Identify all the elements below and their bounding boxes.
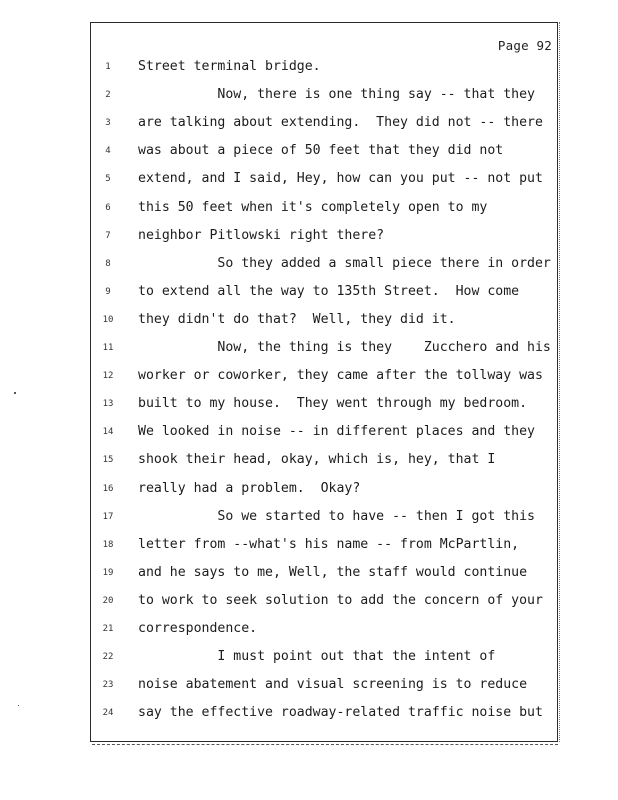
transcript-line: [0, 452, 618, 472]
line-number: 11: [102, 343, 114, 353]
transcript-line: [0, 340, 618, 360]
line-number: 8: [105, 258, 111, 269]
transcript-line: [0, 312, 618, 332]
line-text: they didn't do that? Well, they did it.: [138, 311, 456, 327]
transcript-line: [0, 256, 618, 276]
line-number: 13: [102, 399, 114, 410]
transcript-line: [0, 537, 618, 557]
line-text: letter from --what's his name -- from McPartlin,: [138, 536, 520, 552]
line-text: say the effective roadway-related traffic noise but: [138, 705, 543, 721]
transcript-line: [0, 228, 618, 248]
line-text: shook their head, okay, which is, hey, that I: [138, 452, 496, 468]
line-text: to work to seek solution to add the concern of your: [138, 592, 543, 608]
line-text: Now, there is one thing say -- that they: [138, 87, 535, 103]
transcript-line: [0, 396, 618, 416]
line-text: noise abatement and visual screening is to reduce: [138, 677, 528, 693]
line-number: 2: [105, 90, 111, 101]
line-number: 23: [102, 680, 114, 691]
line-text: worker or coworker, they came after the tollway was: [138, 368, 543, 384]
line-text: to extend all the way to 135th Street. How come: [138, 283, 520, 299]
line-text: neighbor Pitlowski right there?: [138, 227, 385, 243]
line-number: 1: [105, 62, 111, 72]
line-text: was about a piece of 50 feet that they did not: [138, 143, 504, 159]
transcript-line: [0, 87, 618, 107]
line-number: 17: [102, 511, 114, 522]
transcript-line: [0, 649, 618, 669]
transcript-line: [0, 424, 618, 444]
transcript-line: [0, 59, 618, 79]
line-text: So we started to have -- then I got this: [138, 508, 535, 524]
line-text: are talking about extending. They did not -- there: [138, 115, 543, 131]
line-number: 24: [102, 708, 114, 719]
line-number: 21: [102, 624, 114, 634]
transcript-line: [0, 143, 618, 163]
line-text: We looked in noise -- in different places and they: [138, 424, 535, 440]
line-number: 7: [105, 230, 111, 241]
transcript-line: [0, 705, 618, 725]
line-number: 18: [102, 539, 114, 550]
line-text: So they added a small piece there in order: [138, 255, 551, 271]
line-text: built to my house. They went through my bedroom.: [138, 396, 528, 412]
transcript-line: [0, 115, 618, 135]
line-text: Now, the thing is they Zucchero and his: [138, 340, 551, 355]
transcript-line: [0, 509, 618, 529]
line-text: I must point out that the intent of: [138, 649, 496, 665]
page-number: Page 92: [497, 38, 552, 53]
line-number: 14: [102, 427, 114, 438]
line-number: 3: [105, 118, 111, 129]
page-bottom-edge: [92, 741, 558, 745]
transcript-line: [0, 284, 618, 304]
transcript-line: [0, 200, 618, 220]
transcript-line: [0, 368, 618, 388]
line-text: correspondence.: [138, 621, 258, 636]
transcript-line: [0, 593, 618, 613]
transcript-line: [0, 677, 618, 697]
line-text: extend, and I said, Hey, how can you put -- not put: [138, 171, 543, 187]
line-text: really had a problem. Okay?: [138, 480, 361, 496]
line-number: 16: [102, 483, 114, 494]
line-number: 15: [102, 455, 114, 466]
transcript-line: [0, 481, 618, 501]
line-text: and he says to me, Well, the staff would continue: [138, 564, 528, 580]
line-number: 6: [105, 202, 111, 213]
line-number: 10: [102, 314, 114, 325]
transcript-line: [0, 565, 618, 585]
transcript-line: [0, 621, 618, 641]
line-number: 20: [102, 595, 114, 606]
line-number: 12: [102, 371, 114, 382]
line-number: 5: [105, 174, 111, 185]
line-text: Street terminal bridge.: [138, 59, 321, 74]
scan-speck: [18, 705, 19, 706]
line-number: 4: [105, 146, 111, 157]
line-number: 19: [102, 567, 114, 578]
scan-speck: [14, 392, 16, 394]
line-text: this 50 feet when it's completely open to my: [138, 199, 488, 215]
line-number: 22: [102, 652, 114, 663]
line-number: 9: [105, 286, 111, 297]
transcript-line: [0, 171, 618, 191]
